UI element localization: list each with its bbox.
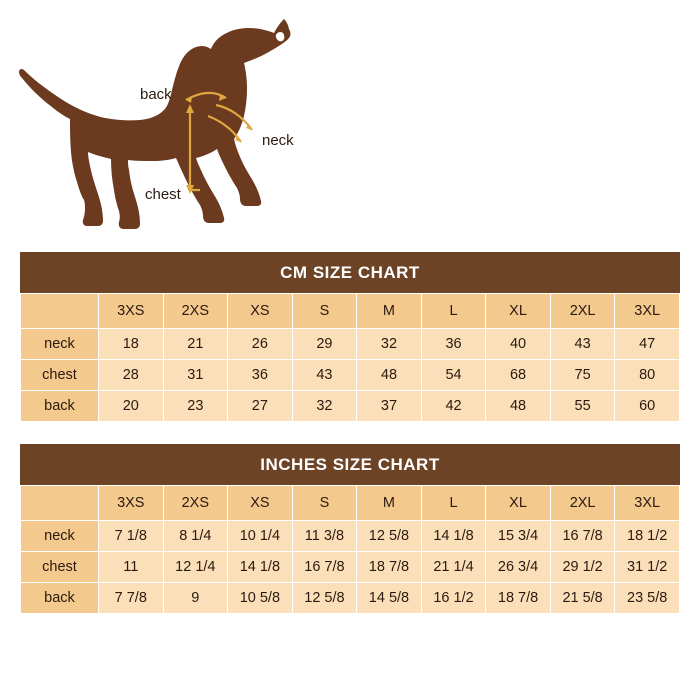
cell: 48 <box>486 391 551 422</box>
cm-size-table <box>20 293 680 422</box>
cell: 16 1/2 <box>421 583 486 614</box>
cell: 14 1/8 <box>228 552 293 583</box>
column-header: 2XS <box>163 294 228 329</box>
cell: 43 <box>550 329 615 360</box>
column-header: 3XS <box>99 486 164 521</box>
column-header: XS <box>228 486 293 521</box>
cell: 37 <box>357 391 422 422</box>
row-header-neck: neck <box>21 521 99 552</box>
cell: 20 <box>99 391 164 422</box>
cell: 12 1/4 <box>163 552 228 583</box>
column-header: M <box>357 486 422 521</box>
cell: 54 <box>421 360 486 391</box>
inches-size-table <box>20 485 680 614</box>
cell: 60 <box>615 391 680 422</box>
cell: 26 <box>228 329 293 360</box>
cell: 75 <box>550 360 615 391</box>
cell: 16 7/8 <box>292 552 357 583</box>
cell: 21 5/8 <box>550 583 615 614</box>
label-back: back <box>140 86 172 103</box>
cell: 32 <box>357 329 422 360</box>
row-header-neck: neck <box>21 329 99 360</box>
cell: 9 <box>163 583 228 614</box>
dog-silhouette-icon <box>0 0 700 252</box>
column-header: 3XS <box>99 294 164 329</box>
cell: 29 1/2 <box>550 552 615 583</box>
column-header: 2XS <box>163 486 228 521</box>
cell: 36 <box>228 360 293 391</box>
cell: 26 3/4 <box>486 552 551 583</box>
column-header: XL <box>486 294 551 329</box>
label-neck: neck <box>262 132 294 149</box>
cell: 40 <box>486 329 551 360</box>
cell: 12 5/8 <box>357 521 422 552</box>
label-chest: chest <box>145 186 181 203</box>
cell: 48 <box>357 360 422 391</box>
cell: 31 <box>163 360 228 391</box>
cell: 80 <box>615 360 680 391</box>
column-header: XS <box>228 294 293 329</box>
column-header: M <box>357 294 422 329</box>
cell: 18 7/8 <box>486 583 551 614</box>
table-gap <box>0 422 700 444</box>
bottom-space <box>0 614 700 636</box>
cell: 36 <box>421 329 486 360</box>
cell: 18 <box>99 329 164 360</box>
column-header: S <box>292 294 357 329</box>
column-header: L <box>421 486 486 521</box>
inches-size-chart <box>20 444 680 614</box>
table-header-row <box>21 486 680 521</box>
cell: 42 <box>421 391 486 422</box>
cell: 23 5/8 <box>615 583 680 614</box>
cell: 7 7/8 <box>99 583 164 614</box>
cell: 11 3/8 <box>292 521 357 552</box>
cell: 10 5/8 <box>228 583 293 614</box>
cm-chart-title: CM SIZE CHART <box>20 252 680 293</box>
cell: 7 1/8 <box>99 521 164 552</box>
cell: 28 <box>99 360 164 391</box>
cell: 18 7/8 <box>357 552 422 583</box>
table-row <box>21 552 680 583</box>
cell: 43 <box>292 360 357 391</box>
table-header-row <box>21 294 680 329</box>
cell: 21 1/4 <box>421 552 486 583</box>
table-row <box>21 391 680 422</box>
cell: 10 1/4 <box>228 521 293 552</box>
table-row <box>21 583 680 614</box>
dog-measurement-illustration <box>0 0 700 252</box>
table-row <box>21 329 680 360</box>
cell: 31 1/2 <box>615 552 680 583</box>
cell: 29 <box>292 329 357 360</box>
corner-cell <box>21 486 99 521</box>
row-header-chest: chest <box>21 552 99 583</box>
column-header: S <box>292 486 357 521</box>
cell: 14 5/8 <box>357 583 422 614</box>
cell: 55 <box>550 391 615 422</box>
cell: 27 <box>228 391 293 422</box>
table-row <box>21 521 680 552</box>
row-header-back: back <box>21 391 99 422</box>
corner-cell <box>21 294 99 329</box>
cell: 23 <box>163 391 228 422</box>
column-header: 3XL <box>615 294 680 329</box>
cell: 47 <box>615 329 680 360</box>
row-header-chest: chest <box>21 360 99 391</box>
cell: 21 <box>163 329 228 360</box>
cell: 15 3/4 <box>486 521 551 552</box>
column-header: L <box>421 294 486 329</box>
cm-size-chart <box>20 252 680 422</box>
cell: 8 1/4 <box>163 521 228 552</box>
inches-chart-title: INCHES SIZE CHART <box>20 444 680 485</box>
column-header: 2XL <box>550 486 615 521</box>
column-header: 3XL <box>615 486 680 521</box>
table-row <box>21 360 680 391</box>
row-header-back: back <box>21 583 99 614</box>
cell: 32 <box>292 391 357 422</box>
cell: 16 7/8 <box>550 521 615 552</box>
cell: 14 1/8 <box>421 521 486 552</box>
column-header: 2XL <box>550 294 615 329</box>
cell: 12 5/8 <box>292 583 357 614</box>
cell: 18 1/2 <box>615 521 680 552</box>
cell: 11 <box>99 552 164 583</box>
column-header: XL <box>486 486 551 521</box>
cell: 68 <box>486 360 551 391</box>
